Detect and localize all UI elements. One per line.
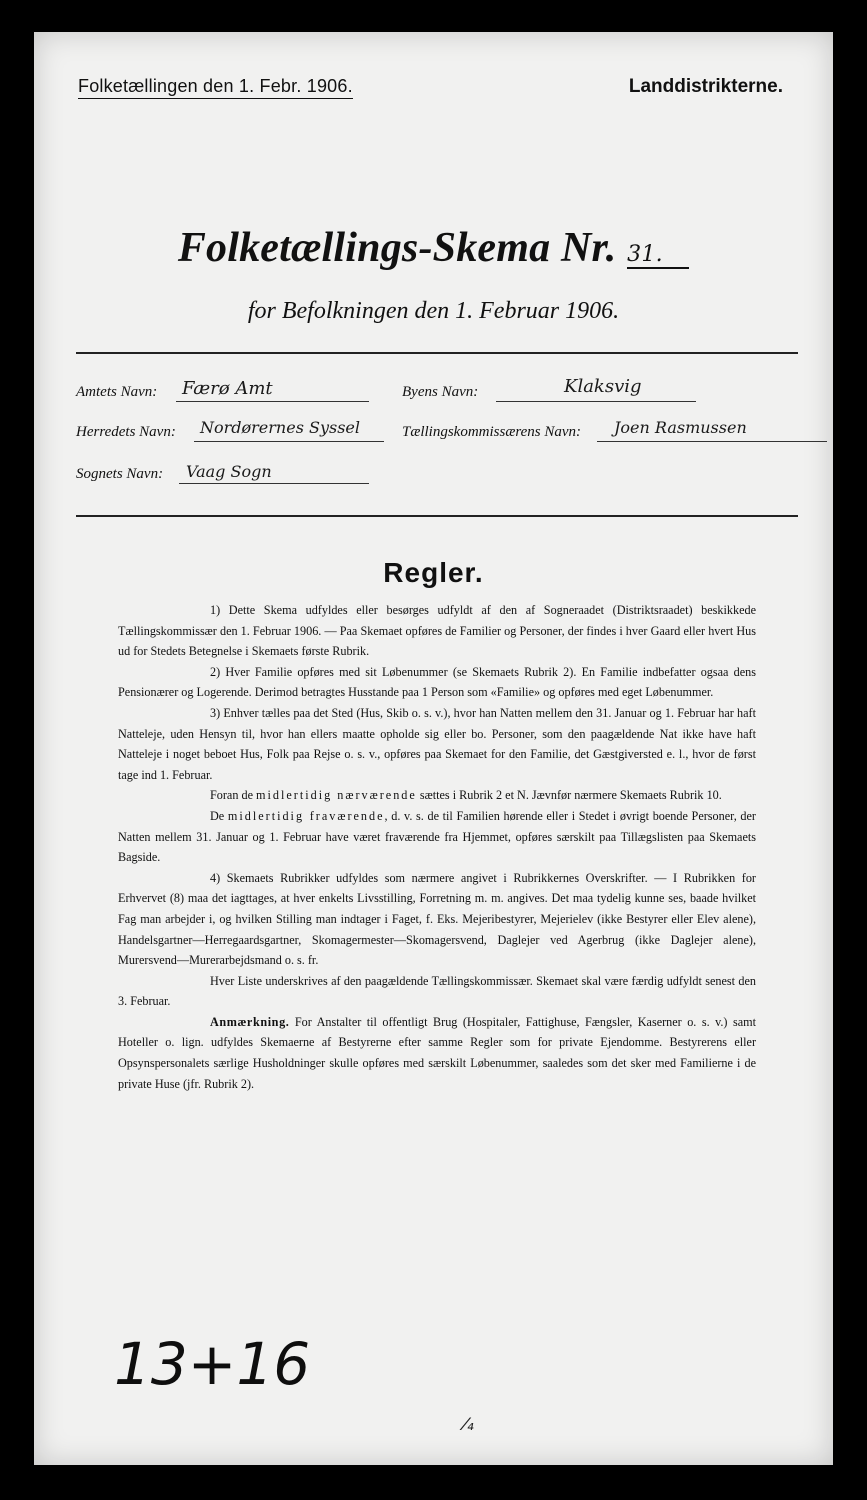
- remark: [118, 1012, 756, 1094]
- rule-3-present-spaced: midlertidig nærværende: [256, 788, 417, 803]
- rule-4: 4) Skemaets Rubrikker udfyldes som nærmere angivet i Rubrikkernes Overskrifter. — I Rubrikken for Erhvervet (8) maa det iagttages, at hver enkelts Livsstilling, Forretning m. m. angives. Det maa tydelig kunne ses, baade hvilket Fag man arbejder i, og hvilken Stilling man indtager i Faget, f. Eks. Mejeribestyrer, Mejerielev (ikke Bestyrer eller Elev alene), Handelsgartner—Herregaardsgartner, Skomagermester—Skomagersvend, Daglejer ved Agerbrug (ikke Daglejer alene), Murersvend—Murerarbejdsmand o. s. fr.: [118, 870, 756, 968]
- rule-3-present: [118, 785, 756, 806]
- handwritten-tally: 13+16: [114, 1330, 311, 1398]
- divider-bottom: [76, 515, 798, 517]
- rule-3: 3) Enhver tælles paa det Sted (Hus, Skib o. s. v.), hvor han Natten mellem den 31. Januar og 1. Februar har haft Natteleje, uden Hensyn til, hvor han ellers maatte opholde sig eller bo. Personer, som den paagældende Nat ikke have haft Natteleje i noget beboet Hus, Folk paa Rejse o. s. v., opføres paa Skemaet for den Familie, det Gæstgiversted e. l., hvor de først tage ind 1. Februar.: [118, 705, 756, 782]
- herred-label: Herredets Navn:: [76, 424, 176, 440]
- rule-3-absent-spaced: midlertidig fraværende: [227, 808, 385, 823]
- header-district-type: Landdistrikterne.: [628, 76, 783, 97]
- amt-value: Færø Amt: [182, 378, 273, 399]
- remark-text: For Anstalter til offentligt Brug (Hospitaler, Fattighuse, Fængsler, Kaserner o. s. v.) samt Hoteller o. lign. udfyldes Skemaerne af Bestyrerne efter samme Regler som for private Ejendomme. Bestyrerens eller Opsynspersonalets særlige Husholdninger skulle opføres med særskilt Løbenummer, saaledes som det sker med Familierne i de private Huse (jfr. Rubrik 2).: [118, 1014, 756, 1091]
- rule-signature: Hver Liste underskrives af den paagældende Tællingskommissær. Skemaet skal være færdig udfyldt senest den 3. Februar.: [118, 973, 756, 1009]
- regler-heading: Regler.: [383, 557, 484, 588]
- by-line: [496, 401, 696, 402]
- herred-line: [194, 441, 384, 442]
- rule-3-absent: [118, 806, 756, 868]
- rule-2: 2) Hver Familie opføres med sit Løbenummer (se Skemaets Rubrik 2). En Familie indbefatter ogsaa dens Pensionærer og Logerende. Derimod betragtes Husstande paa 1 Person som «Familie» og opføres med eget Løbenummer.: [118, 664, 756, 700]
- regler-body: [118, 600, 756, 1094]
- divider-top: [76, 352, 798, 354]
- sogn-line: [179, 483, 369, 484]
- sogn-label: Sognets Navn:: [76, 466, 164, 482]
- kommissaer-label: Tællingskommissærens Navn:: [402, 424, 582, 440]
- kommissaer-line: [597, 441, 827, 442]
- rule-3-absent-post: , d. v. s. de til Familien hørende eller i Stedet i øvrigt boende Personer, der Natten mellem 31. Januar og 1. Februar have været fraværende fra Hjemmet, opføres særskilt paa Tillægslisten paa Skemaets Bagside.: [118, 808, 756, 865]
- remark-label: Anmærkning.: [210, 1014, 290, 1029]
- rule-1: 1) Dette Skema udfyldes eller besørges udfyldt af den af Sogneraadet (Distriktsraadet) beskikkede Tællingskommissær den 1. Februar 1906. — Paa Skemaet opføres de Familier og Personer, der findes i hver Gaard eller hvert Hus ud for Stedets Betegnelse i Skemaets første Rubrik.: [118, 603, 756, 659]
- by-label: Byens Navn:: [402, 384, 479, 400]
- amt-line: [176, 401, 369, 402]
- form-title: [34, 224, 833, 272]
- herred-value: Nordørernes Syssel: [200, 418, 360, 437]
- header-census-date: Folketællingen den 1. Febr. 1906.: [78, 76, 353, 99]
- rule-3-absent-pre: De: [210, 808, 228, 823]
- sogn-value: Vaag Sogn: [186, 462, 272, 481]
- form-number: 31.: [627, 242, 689, 269]
- amt-label: Amtets Navn:: [76, 384, 158, 400]
- by-value: Klaksvig: [564, 376, 642, 397]
- rule-3-present-pre: Foran de: [210, 788, 257, 803]
- census-form-sheet: [34, 32, 833, 1465]
- handwritten-mark: ⁄₄: [464, 1415, 474, 1435]
- kommissaer-value: Joen Rasmussen: [614, 418, 747, 437]
- form-subtitle: for Befolkningen den 1. Februar 1906.: [247, 298, 620, 324]
- form-title-text: Folketællings-Skema Nr.: [177, 225, 617, 271]
- rule-3-present-post: sættes i Rubrik 2 et N. Jævnfør nærmere Skemaets Rubrik 10.: [416, 788, 722, 803]
